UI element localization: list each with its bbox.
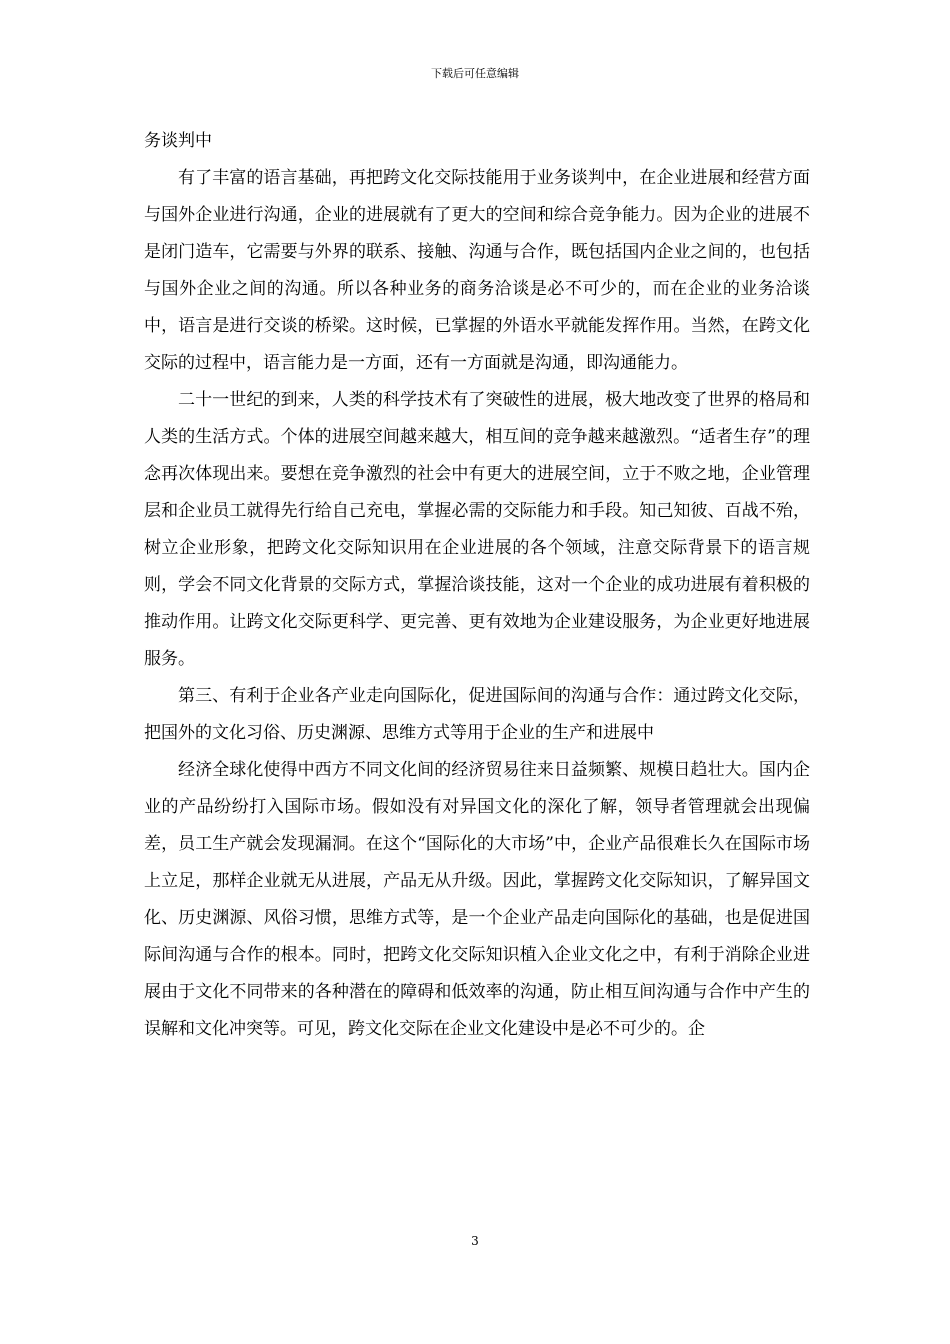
- paragraph-economic-globalization: 经济全球化使得中西方不同文化间的经济贸易往来日益频繁、规模日趋壮大。国内企业的产品纷纷打入国际市场。假如没有对异国文化的深化了解，领导者管理就会出现偏差，员工生产就会发现漏洞。在这个“国际化的大市场”中，企业产品很难长久在国际市场上立足，那样企业就无从进展，产品无从升级。因此，掌握跨文化交际知识，了解异国文化、历史渊源、风俗习惯，思维方式等，是一个企业产品走向国际化的基础，也是促进国际间沟通与合作的根本。同时，把跨文化交际知识植入企业文化之中，有利于消除企业进展由于文化不同带来的各种潜在的障碍和低效率的沟通，防止相互间沟通与合作中产生的误解和文化冲突等。可见，跨文化交际在企业文化建设中是必不可少的。企: [144, 760, 810, 1039]
- paragraph-continuation: 务谈判中: [144, 131, 212, 151]
- document-body: [144, 123, 810, 1048]
- paragraph-language-foundation: 有了丰富的语言基础，再把跨文化交际技能用于业务谈判中，在企业进展和经营方面与国外企业进行沟通，企业的进展就有了更大的空间和综合竞争能力。因为企业的进展不是闭门造车，它需要与外界的联系、接触、沟通与合作，既包括国内企业之间的，也包括与国外企业之间的沟通。所以各种业务的商务洽谈是必不可少的，而在企业的业务洽谈中，语言是进行交谈的桥梁。这时候，已掌握的外语水平就能发挥作用。当然，在跨文化交际的过程中，语言能力是一方面，还有一方面就是沟通，即沟通能力。: [144, 168, 810, 373]
- page-header: 下载后可任意编辑: [431, 67, 519, 80]
- page-number: 3: [471, 1234, 479, 1248]
- paragraph-section-three-heading: 第三、有利于企业各产业走向国际化，促进国际间的沟通与合作：通过跨文化交际，把国外的文化习俗、历史渊源、思维方式等用于企业的生产和进展中: [144, 686, 810, 743]
- paragraph-twenty-first-century: 二十一世纪的到来，人类的科学技术有了突破性的进展，极大地改变了世界的格局和人类的生活方式。个体的进展空间越来越大，相互间的竞争越来越激烈。“适者生存”的理念再次体现出来。要想在竞争激烈的社会中有更大的进展空间，立于不败之地，企业管理层和企业员工就得先行给自己充电，掌握必需的交际能力和手段。知己知彼、百战不殆，树立企业形象，把跨文化交际知识用在企业进展的各个领域，注意交际背景下的语言规则，学会不同文化背景的交际方式，掌握洽谈技能，这对一个企业的成功进展有着积极的推动作用。让跨文化交际更科学、更完善、更有效地为企业建设服务，为企业更好地进展服务。: [144, 390, 810, 669]
